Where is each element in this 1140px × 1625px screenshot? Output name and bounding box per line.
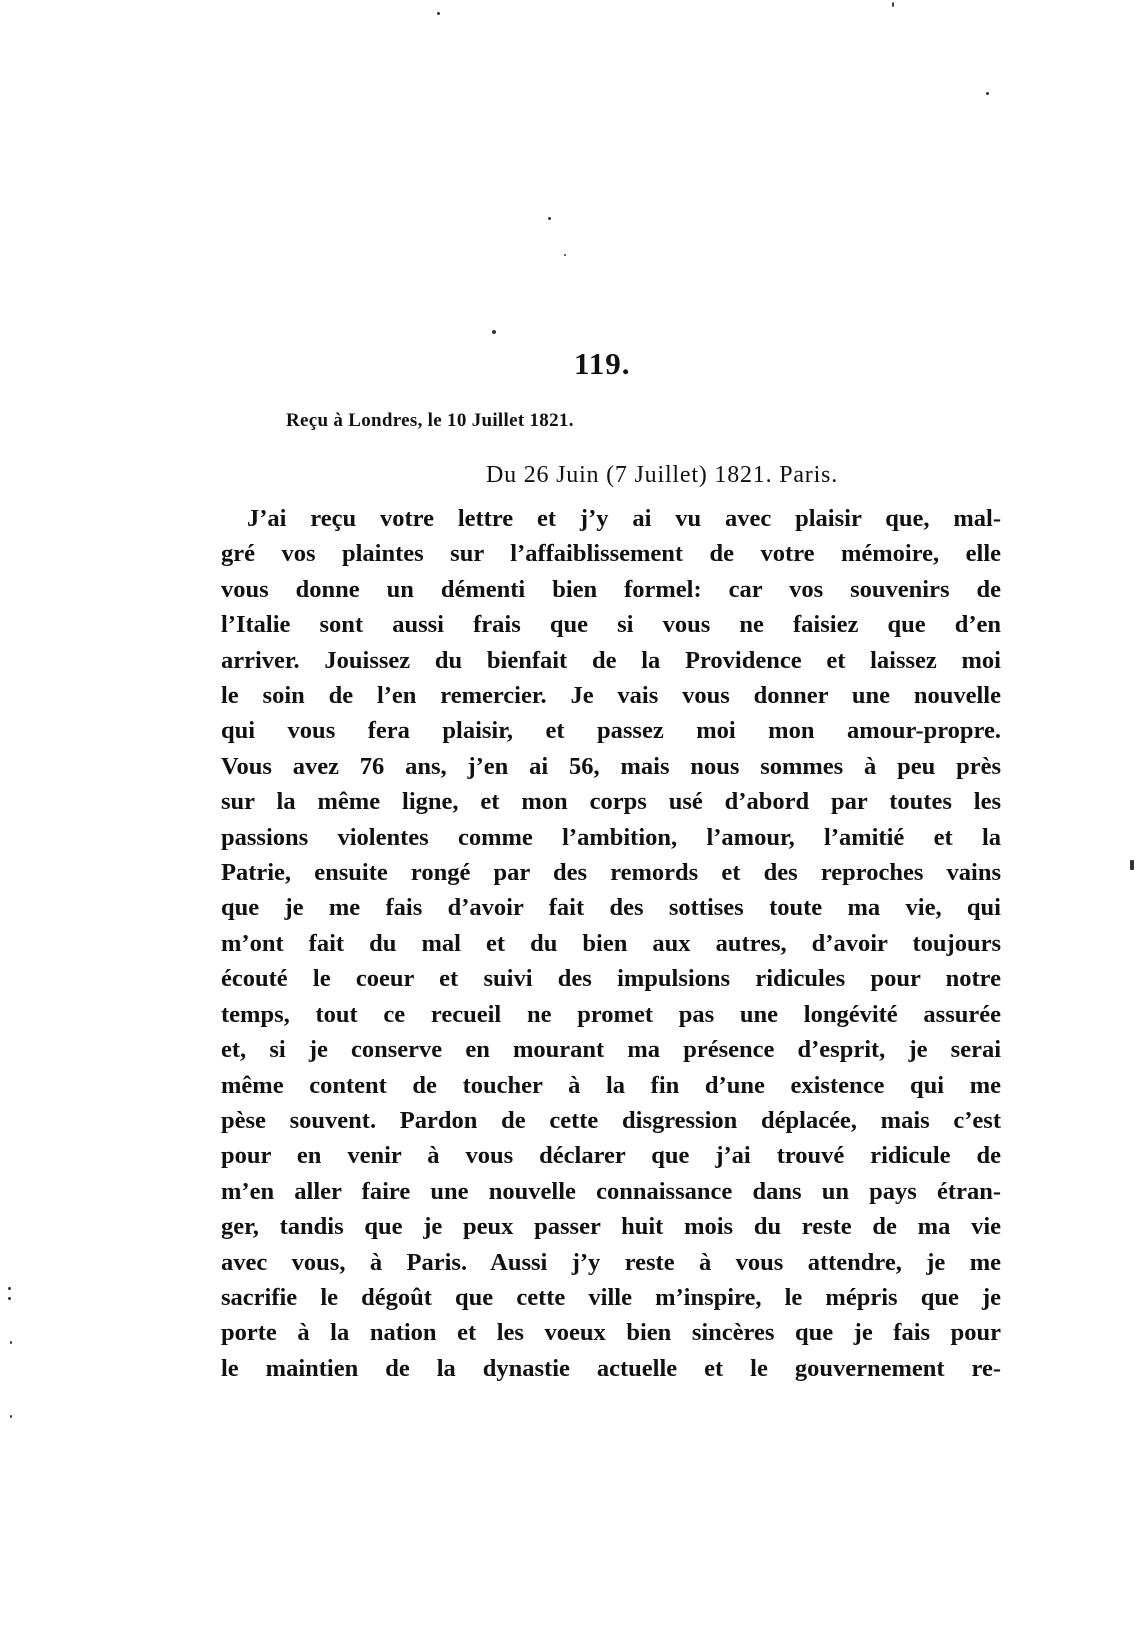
scan-speck: [8, 1297, 11, 1300]
body-line: même content de toucher à la fin d’une existence qui me: [221, 1071, 1001, 1099]
scan-speck: [1130, 860, 1134, 870]
body-line: ger, tandis que je peux passer huit mois du reste de ma vie: [221, 1213, 1001, 1241]
body-line: Patrie, ensuite rongé par des remords et des reproches vains: [221, 859, 1001, 887]
body-line: l’Italie sont aussi frais que si vous ne faisiez que d’en: [221, 611, 1001, 639]
body-line: le soin de l’en remercier. Je vais vous donner une nouvelle: [221, 682, 1001, 710]
body-line: pour en venir à vous déclarer que j’ai trouvé ridicule de: [221, 1142, 1001, 1170]
scan-speck: [986, 92, 989, 95]
scan-speck: [492, 330, 496, 334]
body-line: avec vous, à Paris. Aussi j’y reste à vous attendre, je me: [221, 1248, 1001, 1276]
scan-speck: [548, 217, 551, 220]
scan-speck: [564, 254, 566, 256]
body-line: le maintien de la dynastie actuelle et le gouvernement re-: [221, 1354, 1001, 1382]
scan-speck: [10, 1415, 12, 1418]
letter-body: [221, 501, 1001, 1386]
body-line: et, si je conserve en mourant ma présence d’esprit, je serai: [221, 1036, 1001, 1064]
body-line: Vous avez 76 ans, j’en ai 56, mais nous sommes à peu près: [221, 752, 1001, 780]
body-line: que je me fais d’avoir fait des sottises toute ma vie, qui: [221, 894, 1001, 922]
body-line: passions violentes comme l’ambition, l’amour, l’amitié et la: [221, 823, 1001, 851]
dateline: Du 26 Juin (7 Juillet) 1821. Paris.: [486, 462, 838, 488]
body-line: gré vos plaintes sur l’affaiblissement de votre mémoire, elle: [221, 540, 1001, 568]
body-line: m’en aller faire une nouvelle connaissance dans un pays étran-: [221, 1177, 1001, 1205]
scan-speck: [10, 1341, 12, 1344]
body-line: écouté le coeur et suivi des impulsions ridicules pour notre: [221, 965, 1001, 993]
letter-number: 119.: [574, 346, 631, 381]
body-line: J’ai reçu votre lettre et j’y ai vu avec plaisir que, mal-: [247, 505, 1001, 532]
body-line: sur la même ligne, et mon corps usé d’abord par toutes les: [221, 788, 1001, 816]
body-line: temps, tout ce recueil ne promet pas une longévité assurée: [221, 1000, 1001, 1028]
body-line: qui vous fera plaisir, et passez moi mon amour-propre.: [221, 717, 1001, 745]
received-note: Reçu à Londres, le 10 Juillet 1821.: [286, 410, 574, 431]
body-line: vous donne un démenti bien formel: car vos souvenirs de: [221, 575, 1001, 603]
body-line: sacrifie le dégoût que cette ville m’inspire, le mépris que je: [221, 1283, 1001, 1311]
body-line: pèse souvent. Pardon de cette disgression déplacée, mais c’est: [221, 1106, 1001, 1134]
body-line: porte à la nation et les voeux bien sincères que je fais pour: [221, 1319, 1001, 1347]
body-line: arriver. Jouissez du bienfait de la Providence et laissez moi: [221, 646, 1001, 674]
scan-speck: [892, 2, 894, 7]
scan-speck: [8, 1287, 11, 1290]
scan-speck: [437, 12, 440, 15]
body-line: m’ont fait du mal et du bien aux autres, d’avoir toujours: [221, 929, 1001, 957]
